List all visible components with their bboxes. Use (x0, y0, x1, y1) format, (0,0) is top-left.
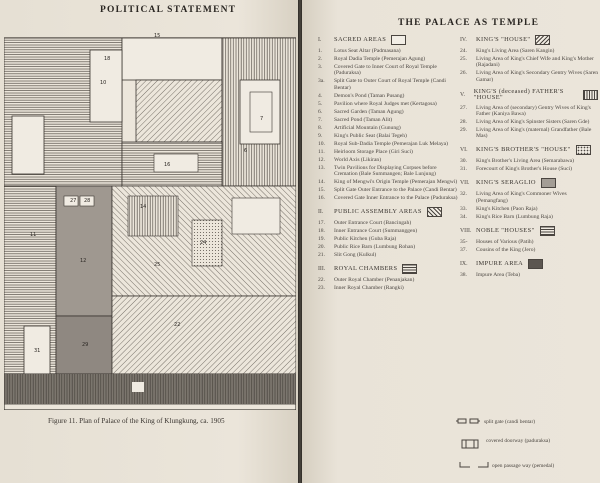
legend-item-number: 29. (460, 127, 467, 134)
legend-item-number: 38. (460, 271, 467, 278)
legend-item-number: 17. (318, 220, 325, 227)
svg-text:28: 28 (84, 198, 91, 204)
right-page (302, 0, 600, 483)
legend-item-text: Pavilion where Royal Judges met (Kertagosa) (334, 100, 437, 107)
legend-item (318, 48, 458, 54)
section-roman-numeral: III. (318, 266, 326, 273)
svg-text:38: 38 (136, 386, 143, 392)
legend-item (318, 252, 458, 258)
legend-item-number: 35- (460, 238, 468, 245)
legend-item-number: 20. (318, 244, 325, 251)
legend-section-heading (460, 226, 598, 236)
legend-item-text: King's Kitchen (Paon Raja) (476, 205, 538, 212)
legend-item-number: 11. (318, 148, 325, 155)
legend-item-number: 22. (318, 277, 325, 284)
legend-swatch (540, 226, 555, 236)
section-roman-numeral: I. (318, 36, 322, 43)
legend-item-text: Living Area of King's Spinster Sisters (Saren Gde) (476, 119, 590, 126)
legend-item (460, 206, 598, 212)
legend-item (460, 239, 598, 245)
legend-section-heading (460, 145, 598, 155)
svg-text:15: 15 (154, 33, 161, 39)
legend-item-text: King's Living Area (Saren Kangin) (476, 48, 555, 54)
legend-swatch (535, 35, 550, 45)
legend-item-number: 3a. (318, 78, 325, 85)
section-title: SACRED AREAS (334, 35, 387, 43)
legend-item-text: Royal Sub-Dadia Temple (Pemerajan Luk Melaya) (334, 140, 448, 147)
svg-text:27: 27 (70, 198, 77, 204)
covered-doorway-icon (460, 436, 480, 452)
split-gate-label: split gate (candi bentar) (484, 419, 536, 425)
legend-item (460, 70, 598, 83)
legend-item-number: 27. (460, 104, 467, 111)
legend-item (460, 191, 598, 204)
section-roman-numeral: II. (318, 209, 324, 216)
section-title: KING'S BROTHER'S "HOUSE" (476, 146, 571, 154)
legend-item-number: 18. (318, 228, 325, 235)
legend-item (318, 277, 458, 283)
legend-swatch (391, 35, 406, 45)
legend-column-left (318, 35, 458, 297)
legend-section-heading (318, 264, 458, 274)
legend-item-text: Outer Entrance Court (Bancingah) (334, 220, 412, 227)
legend-item (318, 195, 458, 201)
legend-item-text: Houses of Various (Patih) (476, 238, 534, 245)
legend-swatch (528, 259, 543, 269)
legend-item-number: 21. (318, 252, 325, 259)
legend-section-heading (318, 35, 458, 45)
legend-item-text: Public Rice Barn (Lumbung Rohan) (334, 244, 416, 251)
legend-item-number: 28. (460, 119, 467, 126)
legend-item-text: Artificial Mountain (Gunung) (334, 124, 401, 131)
svg-text:14: 14 (140, 204, 147, 210)
legend-item-text: Royal Dadia Temple (Pemerajan Agung) (334, 56, 426, 62)
legend-item (460, 166, 598, 172)
legend-swatch (583, 90, 598, 100)
legend-item-text: Living Area of King's (maternal) Grandfather (Bale Mas) (476, 127, 592, 140)
legend-swatch (576, 145, 591, 155)
figure-caption: Figure 11. Plan of Palace of the King of Klungkung, ca. 1905 (48, 417, 225, 425)
legend-item-text: Split Gate Outer Entrance to the Palace (Candi Bentar) (334, 187, 457, 194)
legend-item-text: King's Brother's Living Area (Semarabawa) (476, 158, 575, 165)
split-gate-icon (454, 413, 482, 429)
legend-item-text: Living Area of King's Secondary Gentry Wives (Saren Gamar) (476, 70, 599, 83)
svg-text:6: 6 (244, 148, 248, 154)
open-passage-label: open passage way (pemedal) (492, 463, 555, 469)
svg-text:18: 18 (104, 56, 111, 62)
section-title: IMPURE AREA (476, 259, 524, 267)
legend-item-text: Living Area of (secondary) Gentry Wives of King's Father (Kaniya Bawa) (476, 104, 591, 118)
legend-item (318, 109, 458, 115)
palace-plan (4, 30, 296, 410)
left-page (0, 0, 298, 483)
legend-item-number: 6. (318, 108, 323, 115)
legend-column-right (460, 35, 598, 284)
legend-item (318, 285, 458, 291)
svg-text:25: 25 (154, 262, 161, 268)
legend-item (318, 187, 458, 193)
legend-item-number: 34. (460, 213, 467, 220)
legend-item-text: Public Kitchen (Guba Raja) (334, 236, 397, 243)
legend-item (318, 179, 458, 185)
legend-item-number: 7. (318, 116, 323, 123)
legend-item (318, 56, 458, 62)
legend-item (318, 93, 458, 99)
svg-text:12: 12 (80, 258, 87, 264)
legend-item-text: Demon's Pond (Taman Pusang) (334, 92, 405, 99)
legend-item-text: Covered Gate Inner Entrance to the Palace (Paduraksa) (334, 195, 458, 202)
running-head-right: THE PALACE AS TEMPLE (398, 18, 540, 28)
legend-item (460, 105, 598, 118)
legend-swatch (402, 264, 417, 274)
legend-item-text: Outer Royal Chamber (Penanjakan) (334, 277, 415, 284)
legend-item-number: 37. (460, 246, 467, 253)
legend-item-number: 15. (318, 187, 325, 194)
legend-item-text: Living Area of King's Commoner Wives (Pemangfang) (476, 191, 567, 204)
legend-item (318, 157, 458, 163)
legend-item-number: 19. (318, 236, 325, 243)
legend-item-number: 31. (460, 166, 467, 173)
legend-item-number: 3. (318, 64, 323, 70)
legend-item-number: 8. (318, 124, 323, 131)
legend-item-number: 16. (318, 195, 325, 202)
svg-text:24: 24 (200, 240, 207, 246)
svg-text:16: 16 (164, 162, 171, 168)
legend-item-number: 33. (460, 205, 467, 212)
legend-item-text: Sacred Garden (Taman Agung) (334, 108, 404, 115)
legend-section-heading (460, 178, 598, 188)
section-title: ROYAL CHAMBERS (334, 265, 398, 273)
section-roman-numeral: V. (460, 92, 465, 99)
legend-item-text: Split Gate to Outer Court of Royal Temple (Candi Bentar) (334, 78, 446, 91)
legend-item (318, 125, 458, 131)
svg-text:31: 31 (34, 348, 41, 354)
legend-item-number: 5. (318, 100, 323, 107)
legend-item-number: 12. (318, 156, 325, 163)
legend-item (460, 247, 598, 253)
legend-item-text: Heirloom Storage Place (Giri Suci) (334, 148, 413, 155)
legend-item (318, 64, 458, 77)
legend-item (460, 48, 598, 54)
svg-text:10: 10 (100, 80, 107, 86)
section-roman-numeral: IV. (460, 36, 467, 43)
legend-item-number: 23. (318, 285, 325, 292)
section-roman-numeral: VI. (460, 147, 468, 154)
legend-item-text: Cousins of the King (Jero) (476, 246, 536, 253)
legend-item-text: Inner Royal Chamber (Rangki) (334, 285, 404, 292)
legend-item-text: World Axis (Likiran) (334, 156, 382, 163)
legend-item (460, 158, 598, 164)
legend-item (318, 244, 458, 250)
legend-item (318, 165, 458, 178)
legend-item-text: Lotus Seat Altar (Padmasana) (334, 48, 401, 54)
legend-section-heading (318, 207, 458, 217)
section-roman-numeral: IX. (460, 260, 468, 267)
legend-item-number: 30. (460, 158, 467, 165)
legend-item-number: 14. (318, 179, 325, 186)
legend-item-text: Impure Area (Teba) (476, 271, 521, 278)
legend-item (318, 101, 458, 107)
open-passage-icon (458, 460, 490, 470)
legend-section-heading (460, 89, 598, 102)
legend-item-text: Slit Gong (Kulkul) (334, 252, 377, 259)
legend-item-number: 4. (318, 92, 323, 99)
legend-item (460, 56, 598, 69)
section-title: NOBLE "HOUSES" (476, 226, 535, 234)
legend-item-text: Inner Entrance Court (Summanggen) (334, 228, 418, 235)
legend-item (318, 133, 458, 139)
section-roman-numeral: VII. (460, 180, 470, 187)
section-title: PUBLIC ASSEMBLY AREAS (334, 208, 422, 216)
section-title: KING'S (deceased) FATHER'S "HOUSE" (473, 87, 564, 102)
legend-item-number: 32. (460, 191, 467, 198)
legend-item (460, 272, 598, 278)
legend-item-number: 25. (460, 56, 467, 62)
legend-item-number: 9. (318, 132, 323, 139)
legend-item (318, 220, 458, 226)
legend-item-number: 1. (318, 48, 323, 54)
legend-item (318, 117, 458, 123)
legend-item-number: 13. (318, 164, 325, 171)
section-title: KING'S "HOUSE" (476, 35, 531, 43)
legend-item (460, 214, 598, 220)
legend-swatch (427, 207, 442, 217)
legend-swatch (541, 178, 556, 188)
legend-item-number: 10. (318, 140, 325, 147)
svg-text:7: 7 (260, 116, 264, 122)
legend-item-text: King's Public Seat (Balai Tegeh) (334, 132, 407, 139)
legend-item (460, 127, 598, 140)
covered-doorway-label: covered doorway (paduraksa) (486, 438, 551, 444)
legend-item-text: Forecourt of King's Brother's House (Suci) (476, 166, 573, 173)
legend-item-text: Living Area of King's Chief Wife and King's Mother (Rajadani) (476, 56, 594, 69)
legend-item-text: Sacred Pond (Taman Alit) (334, 116, 393, 123)
legend-item-text: King's Rice Barn (Lumbung Raja) (476, 213, 553, 220)
legend-section-heading (460, 259, 598, 269)
section-roman-numeral: VIII. (460, 227, 472, 234)
svg-text:11: 11 (30, 232, 37, 238)
legend-item-number: 2. (318, 56, 323, 62)
legend-item (318, 236, 458, 242)
legend-item (318, 149, 458, 155)
legend-item-text: King of Mengwi's Origin Temple (Pemerajan Mengwi) (334, 179, 458, 186)
svg-text:22: 22 (174, 322, 181, 328)
section-title: KING'S SERAGLIO (476, 179, 536, 187)
legend-section-heading (460, 35, 598, 45)
svg-text:29: 29 (82, 342, 89, 348)
legend-item (318, 78, 458, 91)
legend-item-text: Covered Gate to Inner Court of Royal Temple (Paduraksa) (334, 64, 437, 77)
legend-item-text: Twin Pavilions for Displaying Corpses before Cremation (Bale Summangen; Bale Lunjung) (334, 164, 437, 178)
legend-item-number: 24. (460, 48, 467, 54)
legend-item (318, 141, 458, 147)
legend-item (318, 228, 458, 234)
legend-item (460, 119, 598, 125)
running-head-left: POLITICAL STATEMENT (100, 5, 237, 15)
legend-item-number: 26. (460, 70, 467, 77)
